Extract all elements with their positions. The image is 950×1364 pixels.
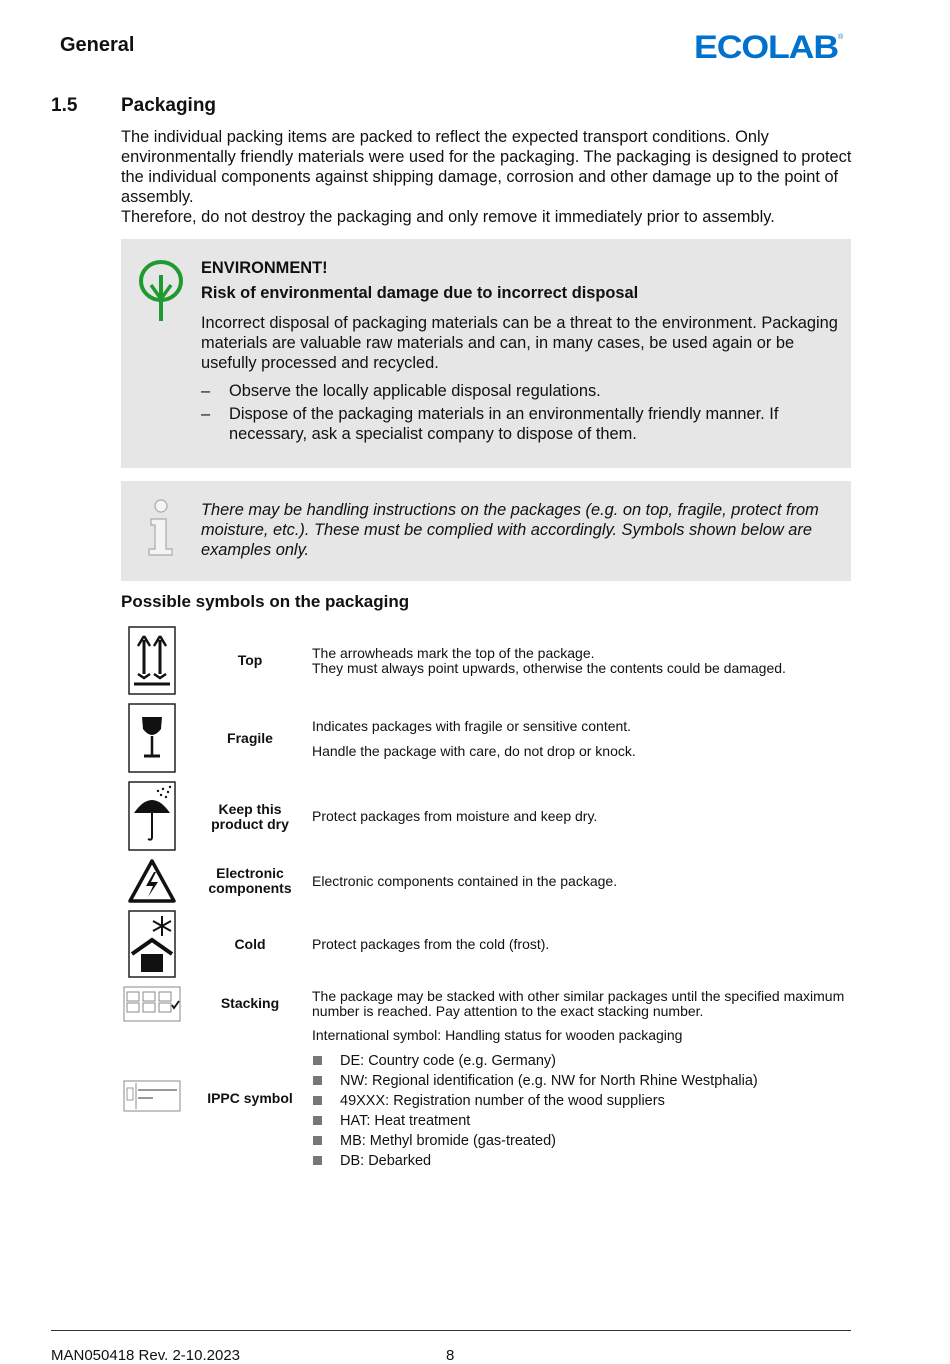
symbol-description <box>312 874 852 889</box>
info-text: There may be handling instructions on the packages (e.g. on top, fragile, protect from moisture, etc.). These must be complied with accordingly. Symbols shown below are examples only. <box>201 501 819 559</box>
square-bullet-icon <box>313 1096 322 1105</box>
list-item-text: DE: Country code (e.g. Germany) <box>340 1053 556 1069</box>
ippc-list <box>312 1052 852 1172</box>
list-item <box>312 1112 852 1132</box>
list-item-text: MB: Methyl bromide (gas-treated) <box>340 1133 556 1149</box>
info-notice-box <box>121 481 851 581</box>
environment-text: Incorrect disposal of packaging materials can be a threat to the environment. Packaging materials are valuable raw materials and can, in many cases, be used again or be usefully processed and recycled. <box>201 314 838 372</box>
bullet-text: Dispose of the packaging materials in an environmentally friendly manner. If necessary, ask a specialist company to dispose of them. <box>229 405 779 443</box>
description-line: They must always point upwards, otherwise the contents could be damaged. <box>312 660 786 676</box>
list-item <box>312 1072 852 1092</box>
description-line: Electronic components contained in the package. <box>312 873 618 889</box>
bullet-text: Observe the locally applicable disposal regulations. <box>229 382 601 400</box>
symbol-description <box>312 989 852 1019</box>
description-line: Protect packages from moisture and keep dry. <box>312 808 598 824</box>
list-item-text: DB: Debarked <box>340 1153 432 1169</box>
section-number: 1.5 <box>51 95 78 116</box>
dash-marker: – <box>201 405 211 423</box>
section-title: Packaging <box>121 95 217 116</box>
footer-document-id: MAN050418 Rev. 2-10.2023 <box>51 1347 241 1364</box>
footer-divider <box>51 1330 851 1331</box>
description-line: International symbol: Handling status for wooden packaging <box>312 1027 683 1043</box>
square-bullet-icon <box>313 1056 322 1065</box>
fragile-glass-icon <box>128 703 176 773</box>
tree-icon <box>138 259 184 323</box>
page-header-title: General <box>60 34 135 56</box>
environment-notice-box <box>121 239 851 468</box>
description-line: Indicates packages with fragile or sensitive content. <box>312 718 632 734</box>
list-item <box>312 1152 852 1172</box>
list-item <box>312 1132 852 1152</box>
symbol-description <box>312 719 852 759</box>
description-line: Protect packages from the cold (frost). <box>312 936 550 952</box>
square-bullet-icon <box>313 1156 322 1165</box>
list-item <box>201 381 841 401</box>
environment-heading: ENVIRONMENT! <box>201 259 328 277</box>
symbol-description <box>312 646 852 676</box>
symbols-heading: Possible symbols on the packaging <box>121 592 410 611</box>
this-way-up-icon <box>128 626 176 695</box>
snowflake-house-icon <box>128 910 176 978</box>
umbrella-rain-icon <box>128 781 176 851</box>
list-item-text: NW: Regional identification (e.g. NW for North Rhine Westphalia) <box>340 1073 758 1089</box>
list-item-text: HAT: Heat treatment <box>340 1113 471 1129</box>
environment-bullet-list <box>201 381 841 444</box>
description-line: Handle the package with care, do not drop or knock. <box>312 743 636 759</box>
list-item-text: 49XXX: Registration number of the wood suppliers <box>340 1093 665 1109</box>
square-bullet-icon <box>313 1136 322 1145</box>
description-line: The package may be stacked with other similar packages until the specified maximum number is reached. Pay attention to the exact stacking number. <box>312 988 845 1019</box>
intro-paragraph: The individual packing items are packed to reflect the expected transport conditions. Only environmentally friendly materials were used for the packaging. The packaging is designed to protect the individual components against shipping damage, corrosion and other damage up to the point of assembly. <box>121 128 852 206</box>
footer-page-number: 8 <box>446 1347 455 1364</box>
list-item <box>312 1092 852 1112</box>
logo-wordmark: ECOLAB <box>694 30 838 62</box>
stacking-boxes-icon <box>123 986 181 1022</box>
symbol-name: IPPC symbol <box>207 1090 293 1106</box>
high-voltage-icon <box>127 858 177 904</box>
dash-marker: – <box>201 382 211 400</box>
section-intro <box>121 127 856 227</box>
list-item <box>201 404 841 444</box>
symbol-description <box>312 1028 852 1043</box>
info-icon <box>145 499 177 557</box>
square-bullet-icon <box>313 1076 322 1085</box>
intro-paragraph: Therefore, do not destroy the packaging and only remove it immediately prior to assembly. <box>121 208 775 226</box>
ecolab-logo <box>694 30 844 62</box>
symbol-name: Fragile <box>227 730 273 746</box>
symbol-description <box>312 809 852 824</box>
symbol-description <box>312 937 852 952</box>
ippc-stamp-icon <box>123 1080 181 1112</box>
symbol-name: Keep this product dry <box>211 801 289 832</box>
symbol-name: Top <box>237 652 263 668</box>
square-bullet-icon <box>313 1116 322 1125</box>
symbol-name: Stacking <box>220 995 280 1011</box>
symbol-name: Cold <box>234 936 266 952</box>
registered-mark: ® <box>838 34 844 41</box>
list-item <box>312 1052 852 1072</box>
environment-subheading: Risk of environmental damage due to incorrect disposal <box>201 284 639 302</box>
description-line: The arrowheads mark the top of the package. <box>312 645 595 661</box>
symbol-name: Electronic components <box>208 865 292 896</box>
